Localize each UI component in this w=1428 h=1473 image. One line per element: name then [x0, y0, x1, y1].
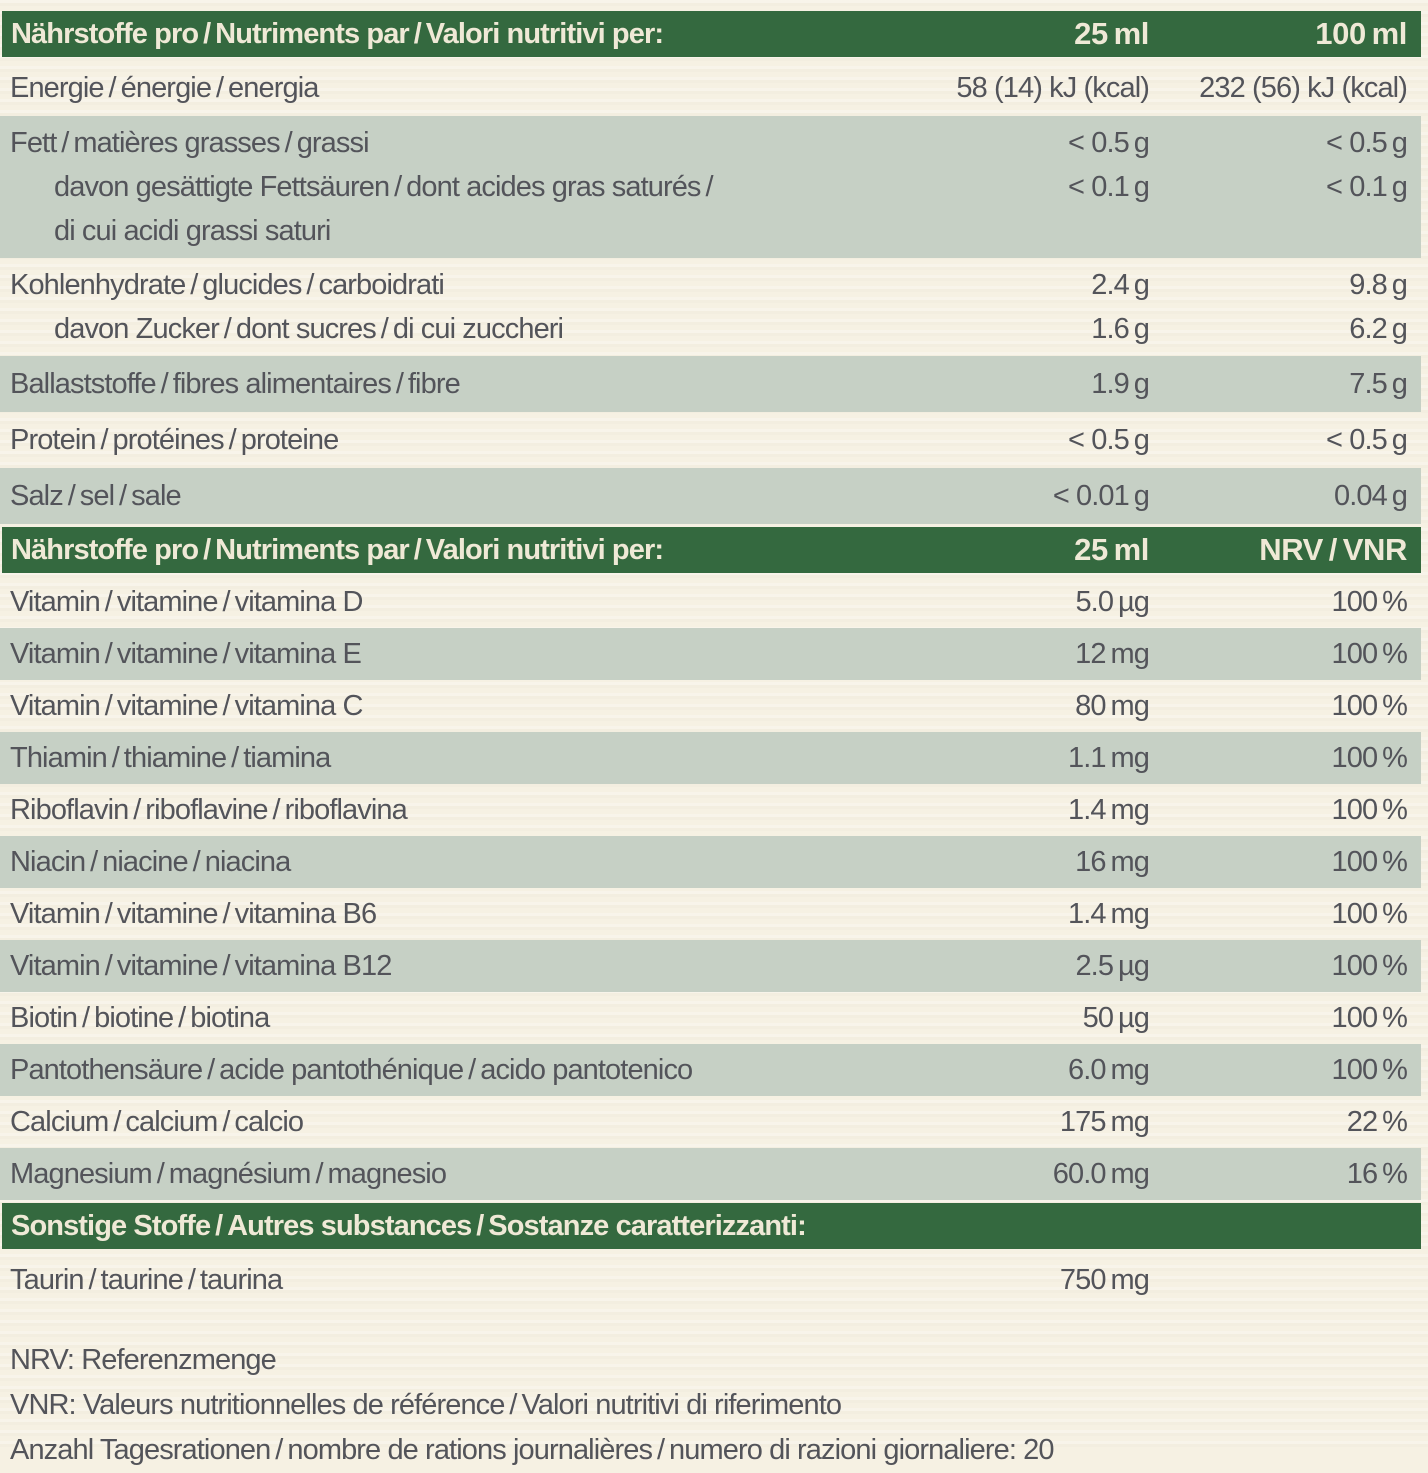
row-label: Vitamin / vitamine / vitamina B12 [10, 949, 392, 982]
row-value-25ml: 2.5 µg [1075, 949, 1149, 982]
table-row-line [0, 263, 1421, 307]
table-rows-per-volume [0, 60, 1428, 524]
table-row [0, 628, 1421, 680]
table-row [0, 888, 1421, 940]
row-value-25ml: 6.0 mg [1067, 1053, 1149, 1086]
table-row [0, 992, 1421, 1044]
row-value-25ml: 1.4 mg [1067, 897, 1149, 930]
table-row-line [0, 992, 1421, 1044]
table-row-line [0, 307, 1421, 351]
row-value-col2: 232 (56) kJ (kcal) [1199, 71, 1407, 104]
footnote-vnr: VNR: Valeurs nutritionnelles de référence / Valori nutritivi di riferimento [10, 1389, 842, 1421]
row-value-25ml: 80 mg [1075, 689, 1149, 722]
table-row-line [0, 165, 1421, 209]
table-row [0, 1148, 1421, 1200]
table-header-per-volume [2, 11, 1421, 57]
row-value-25ml: 175 mg [1059, 1105, 1149, 1138]
table-row [0, 258, 1421, 356]
row-label: Protein / protéines / proteine [10, 423, 339, 456]
row-value-col2: 22 % [1346, 1105, 1407, 1138]
row-label: Taurin / taurine / taurina [10, 1263, 283, 1296]
row-value-col2: 100 % [1331, 741, 1407, 774]
table-row-line [0, 121, 1421, 165]
row-value-25ml: 16 mg [1075, 845, 1149, 878]
row-label: Fett / matières grasses / grassi [10, 126, 369, 159]
table-row [0, 836, 1421, 888]
row-value-25ml: 1.1 mg [1067, 741, 1149, 774]
row-value-col2: 16 % [1346, 1157, 1407, 1190]
column-header-25ml: 25 ml [1074, 16, 1149, 51]
table-row-line [0, 836, 1421, 888]
row-label: Ballaststoffe / fibres alimentaires / fibre [10, 367, 460, 400]
row-label: Vitamin / vitamine / vitamina D [10, 585, 363, 618]
table-row [0, 116, 1421, 258]
nutrition-table-vitamins [0, 527, 1428, 1200]
table-row-line [0, 1096, 1421, 1148]
row-value-25ml: 750 mg [1059, 1263, 1149, 1296]
table-row-line [0, 680, 1421, 732]
table-row-line [0, 412, 1421, 468]
row-value-col2: 0.04 g [1334, 479, 1407, 512]
row-value-col2: < 0.5 g [1326, 126, 1407, 159]
table-header-label: Nährstoffe pro / Nutriments par / Valori nutritivi per: [11, 17, 664, 50]
row-value-25ml: 60.0 mg [1052, 1157, 1149, 1190]
column-header-nrv-vnr: NRV / VNR [1259, 532, 1407, 567]
table-row-line [0, 60, 1421, 116]
table-row [0, 412, 1421, 468]
footnote-nrv: NRV: Referenzmenge [10, 1344, 276, 1376]
row-value-25ml: < 0.01 g [1052, 479, 1149, 512]
table-rows-other-substances [0, 1252, 1428, 1308]
row-label: Riboflavin / riboflavine / riboflavina [10, 793, 407, 826]
table-row [0, 468, 1421, 524]
table-header-label: Nährstoffe pro / Nutriments par / Valori nutritivi per: [11, 533, 664, 566]
row-value-col2: 9.8 g [1349, 268, 1407, 301]
table-row [0, 784, 1421, 836]
row-value-col2: < 0.1 g [1326, 170, 1407, 203]
row-value-col2: 100 % [1331, 1053, 1407, 1086]
table-row-line [0, 209, 1421, 253]
footnote-daily-rations: Anzahl Tagesrationen / nombre de rations journalières / numero di razioni giornaliere: 20 [10, 1434, 1054, 1466]
table-row-line [0, 628, 1421, 680]
table-row [0, 1252, 1421, 1308]
row-label: Magnesium / magnésium / magnesio [10, 1157, 447, 1190]
column-header-25ml: 25 ml [1074, 532, 1149, 567]
row-value-25ml: 1.9 g [1091, 367, 1149, 400]
table-rows-vitamins [0, 576, 1428, 1200]
row-value-col2: 100 % [1331, 793, 1407, 826]
table-row [0, 356, 1421, 412]
table-row [0, 680, 1421, 732]
row-value-25ml: 50 µg [1082, 1001, 1149, 1034]
row-label: Energie / énergie / energia [10, 71, 319, 104]
table-row-line [0, 1044, 1421, 1096]
row-value-col2: 100 % [1331, 585, 1407, 618]
row-value-col2: 100 % [1331, 689, 1407, 722]
row-value-col2: 100 % [1331, 845, 1407, 878]
row-value-col2: 6.2 g [1349, 312, 1407, 345]
row-value-25ml: < 0.5 g [1068, 423, 1149, 456]
row-value-25ml: 58 (14) kJ (kcal) [956, 71, 1149, 104]
row-label: Vitamin / vitamine / vitamina E [10, 637, 361, 670]
row-value-25ml: 5.0 µg [1075, 585, 1149, 618]
nutrition-table-per-volume [0, 11, 1428, 524]
row-value-col2: 100 % [1331, 1001, 1407, 1034]
table-header-other-substances [2, 1203, 1421, 1249]
table-row [0, 60, 1421, 116]
table-row [0, 940, 1421, 992]
table-row-line [0, 1148, 1421, 1200]
row-value-col2: 7.5 g [1349, 367, 1407, 400]
row-value-25ml: 1.4 mg [1067, 793, 1149, 826]
row-label: Thiamin / thiamine / tiamina [10, 741, 331, 774]
row-label: Vitamin / vitamine / vitamina B6 [10, 897, 377, 930]
table-row-line [0, 732, 1421, 784]
row-label: davon Zucker / dont sucres / di cui zuccheri [54, 312, 564, 345]
row-label: Salz / sel / sale [10, 479, 181, 512]
row-value-col2: 100 % [1331, 897, 1407, 930]
footnotes [0, 1338, 1428, 1473]
table-header-label: Sonstige Stoffe / Autres substances / Sostanze caratterizzanti: [11, 1209, 806, 1242]
table-row [0, 1044, 1421, 1096]
table-row-line [0, 356, 1421, 412]
row-label: Pantothensäure / acide pantothénique / acido pantotenico [10, 1053, 693, 1086]
table-row-line [0, 576, 1421, 628]
row-value-25ml: < 0.5 g [1068, 126, 1149, 159]
row-value-25ml: 2.4 g [1091, 268, 1149, 301]
row-label: di cui acidi grassi saturi [54, 214, 331, 247]
row-value-col2: < 0.5 g [1326, 423, 1407, 456]
table-row [0, 1096, 1421, 1148]
table-row-line [0, 1252, 1421, 1308]
table-row-line [0, 468, 1421, 524]
row-value-col2: 100 % [1331, 949, 1407, 982]
row-value-col2: 100 % [1331, 637, 1407, 670]
row-label: Niacin / niacine / niacina [10, 845, 291, 878]
table-row-line [0, 888, 1421, 940]
other-substances-table [0, 1203, 1428, 1308]
row-label: Calcium / calcium / calcio [10, 1105, 304, 1138]
table-header-vitamins [2, 527, 1421, 573]
row-value-25ml: 12 mg [1075, 637, 1149, 670]
row-label: Biotin / biotine / biotina [10, 1001, 270, 1034]
row-label: Vitamin / vitamine / vitamina C [10, 689, 363, 722]
table-row [0, 732, 1421, 784]
table-row-line [0, 784, 1421, 836]
row-value-25ml: < 0.1 g [1068, 170, 1149, 203]
row-label: Kohlenhydrate / glucides / carboidrati [10, 268, 444, 301]
table-row [0, 576, 1421, 628]
column-header-100ml: 100 ml [1315, 16, 1407, 51]
table-row-line [0, 940, 1421, 992]
row-label: davon gesättigte Fettsäuren / dont acides gras saturés / [54, 170, 713, 203]
row-value-25ml: 1.6 g [1091, 312, 1149, 345]
